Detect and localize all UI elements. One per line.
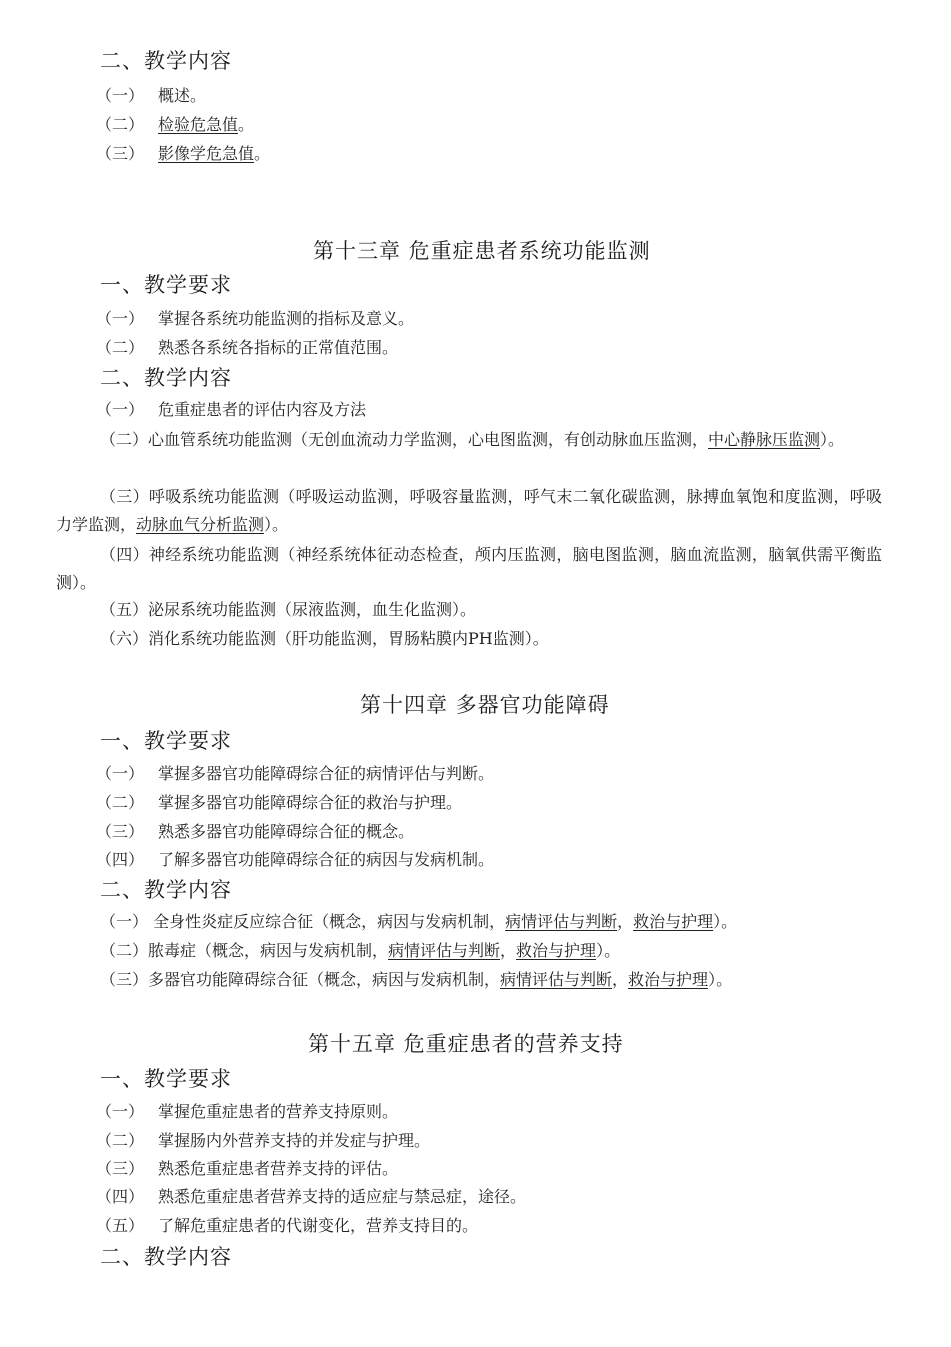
underlined-term: 救治与护理 bbox=[633, 912, 714, 931]
list-item: （五） 了解危重症患者的代谢变化，营养支持目的。 bbox=[96, 1216, 479, 1235]
underlined-term: 中心静脉压监测 bbox=[708, 430, 821, 449]
chapter-title: 第十四章 多器官功能障碍 bbox=[360, 693, 610, 717]
list-item: （二） 检验危急值。 bbox=[96, 115, 255, 134]
section-heading: 一、教学要求 bbox=[100, 273, 232, 297]
underlined-term: 救治与护理 bbox=[628, 970, 709, 989]
list-item: （一） 危重症患者的评估内容及方法 bbox=[96, 400, 367, 419]
list-item: （一） 掌握各系统功能监测的指标及意义。 bbox=[96, 309, 415, 328]
list-item: （一） 全身性炎症反应综合征（概念，病因与发病机制，病情评估与判断，救治与护理）。 bbox=[100, 912, 738, 931]
list-item: （三） 熟悉多器官功能障碍综合征的概念。 bbox=[96, 822, 415, 841]
section-heading: 二、教学内容 bbox=[100, 366, 232, 390]
underlined-term: 影像学危急值 bbox=[158, 144, 255, 163]
underlined-term: 病情评估与判断 bbox=[388, 941, 501, 960]
paragraph: （二）心血管系统功能监测（无创血流动力学监测，心电图监测，有创动脉血压监测，中心静脉压监测）。 bbox=[100, 430, 845, 449]
underlined-term: 病情评估与判断 bbox=[500, 970, 613, 989]
list-item: （三）多器官功能障碍综合征（概念，病因与发病机制，病情评估与判断，救治与护理）。 bbox=[100, 970, 733, 989]
list-item: （三） 熟悉危重症患者营养支持的评估。 bbox=[96, 1159, 399, 1178]
list-item: （二） 熟悉各系统各指标的正常值范围。 bbox=[96, 338, 399, 357]
paragraph: （四）神经系统功能监测（神经系统体征动态检查，颅内压监测，脑电图监测，脑血流监测，脑氧供需平衡监测）。 bbox=[56, 545, 882, 592]
list-item: （六）消化系统功能监测（肝功能监测，胃肠粘膜内PH监测）。 bbox=[100, 629, 549, 648]
chapter-title: 第十五章 危重症患者的营养支持 bbox=[308, 1032, 624, 1056]
underlined-term: 动脉血气分析监测 bbox=[136, 515, 265, 534]
section-heading: 二、教学内容 bbox=[100, 49, 232, 73]
list-item: （一） 掌握危重症患者的营养支持原则。 bbox=[96, 1102, 399, 1121]
list-item: （五）泌尿系统功能监测（尿液监测，血生化监测）。 bbox=[100, 600, 477, 619]
list-item: （二） 掌握肠内外营养支持的并发症与护理。 bbox=[96, 1131, 431, 1150]
list-item: （四） 熟悉危重症患者营养支持的适应症与禁忌症，途径。 bbox=[96, 1187, 527, 1206]
list-item: （一） 掌握多器官功能障碍综合征的病情评估与判断。 bbox=[96, 764, 495, 783]
section-heading: 二、教学内容 bbox=[100, 1245, 232, 1269]
chapter-title: 第十三章 危重症患者系统功能监测 bbox=[313, 239, 651, 263]
list-item: （四） 了解多器官功能障碍综合征的病因与发病机制。 bbox=[96, 850, 495, 869]
section-heading: 二、教学内容 bbox=[100, 878, 232, 902]
section-heading: 一、教学要求 bbox=[100, 1067, 232, 1091]
list-item: （一） 概述。 bbox=[96, 86, 207, 105]
list-item: （三） 影像学危急值。 bbox=[96, 144, 271, 163]
underlined-term: 检验危急值 bbox=[158, 115, 239, 134]
underlined-term: 救治与护理 bbox=[516, 941, 597, 960]
paragraph: （三）呼吸系统功能监测（呼吸运动监测，呼吸容量监测，呼气末二氧化碳监测，脉搏血氧饱和度监测，呼吸力学监测，动脉血气分析监测）。 bbox=[56, 487, 882, 534]
list-item: （二） 掌握多器官功能障碍综合征的救治与护理。 bbox=[96, 793, 463, 812]
section-heading: 一、教学要求 bbox=[100, 729, 232, 753]
list-item: （二）脓毒症（概念，病因与发病机制，病情评估与判断，救治与护理）。 bbox=[100, 941, 621, 960]
underlined-term: 病情评估与判断 bbox=[505, 912, 618, 931]
